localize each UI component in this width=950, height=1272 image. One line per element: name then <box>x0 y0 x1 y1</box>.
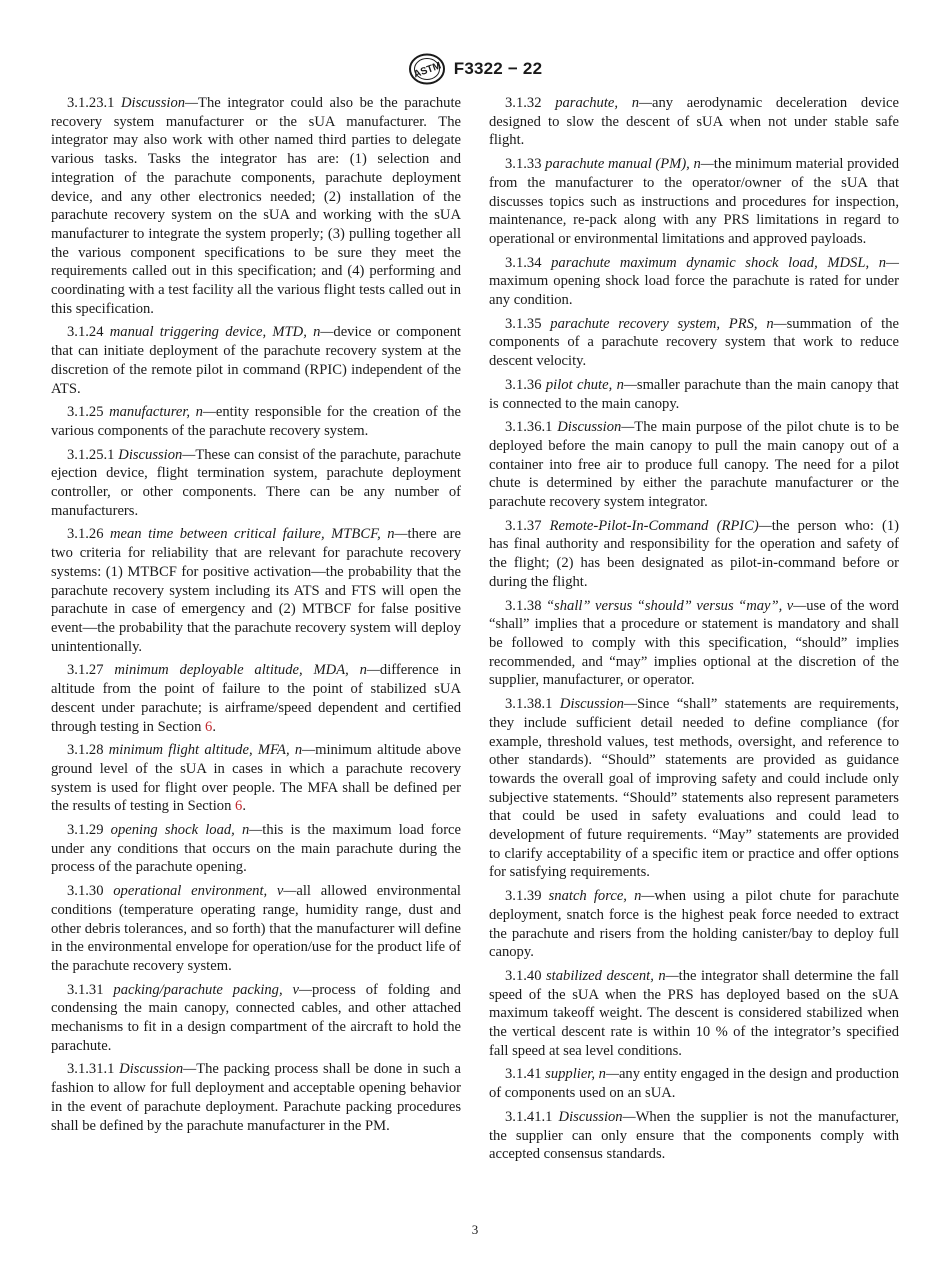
definition-text-end: . <box>242 798 246 815</box>
definition-term: stabilized descent, n— <box>546 967 679 984</box>
definition-term: Discussion— <box>121 95 199 111</box>
definition-text: smaller parachute than the main canopy that is connected to the main canopy. <box>489 376 899 412</box>
definition-text: this is the maximum load force under any conditions that occurs on the main parachute during the process of the parachute opening. <box>51 822 462 876</box>
section-reference-link[interactable]: 6 <box>205 718 213 735</box>
definition-text: any entity engaged in the design and production of components used on an sUA. <box>489 1066 899 1102</box>
definition-number: 3.1.38 <box>505 597 542 614</box>
definition-number: 3.1.31 <box>67 981 104 998</box>
definition-text: minimum altitude above ground level of the sUA in cases in which a parachute recovery system is used for flight over people. The MFA shall be defined per the results of testing in Section <box>51 742 461 815</box>
definition-paragraph <box>51 882 461 976</box>
definition-number: 3.1.40 <box>505 967 542 984</box>
definition-text: summation of the components of a parachute recovery system that work to reduce descent velocity. <box>489 315 899 370</box>
definition-paragraph <box>51 403 461 440</box>
definition-number: 3.1.25 <box>67 404 104 421</box>
definition-number: 3.1.24 <box>67 324 104 341</box>
definition-term: minimum flight altitude, MFA, n— <box>108 742 316 759</box>
definition-text: When the supplier is not the manufacturer, the supplier can only ensure that the components comply with accepted consensus standards. <box>489 1108 899 1163</box>
definition-term: supplier, n— <box>545 1066 619 1083</box>
definition-text: the minimum material provided from the manufacturer to the operator/owner of the sUA that discusses topics such as instructions and procedures for inspection, maintenance, re-pack along with any PRS limitations in regard to operational or environmental limitations and approved payloads. <box>489 156 899 247</box>
definition-paragraph <box>51 446 461 521</box>
definition-term: operational environment, v— <box>113 883 297 900</box>
definition-term: manual triggering device, MTD, n— <box>109 324 334 341</box>
definition-number: 3.1.32 <box>505 95 542 111</box>
definition-number: 3.1.36 <box>505 376 542 393</box>
definition-text: Since “shall” statements are requirements, they include sufficient detail needed to define compliance (for example, threshold values, test methods, oversight, and reference to other standards). “Should” statements are provided as guidance towards the overall goal of improving safety and could include only subjective statements. “Should” statements also represent parameters that could be used in safety evaluations and could lead to development of future requirements. “May” statements are provided to clarify acceptability of a specific item or practice and offer options for satisfying requirements. <box>489 696 899 881</box>
svg-text:ASTM: ASTM <box>412 60 443 81</box>
definition-paragraph <box>489 1108 899 1164</box>
definition-paragraph <box>489 517 899 592</box>
definition-paragraph <box>489 418 899 512</box>
definition-number: 3.1.23.1 <box>67 95 115 111</box>
definition-number: 3.1.34 <box>505 254 542 271</box>
left-column <box>51 94 461 1140</box>
definition-paragraph <box>489 94 899 150</box>
definition-text: process of folding and condensing the main canopy, connected cables, and other attached mechanisms to fit in a design compartment of the aircraft to hold the parachute. <box>51 981 461 1054</box>
definition-number: 3.1.31.1 <box>67 1061 115 1078</box>
astm-logo-icon <box>408 53 446 85</box>
definition-term: parachute recovery system, PRS, n— <box>550 315 787 332</box>
definition-number: 3.1.37 <box>505 517 542 534</box>
definition-term: “shall” versus “should” versus “may”, v— <box>545 597 807 614</box>
definition-term: Discussion— <box>118 446 196 463</box>
definition-text: when using a pilot chute for parachute deployment, snatch force is the highest peak force needed to extract the parachute and risers from the holding canister/bay to deploy full canopy. <box>489 888 899 961</box>
definition-text: there are two criteria for reliability that are relevant for parachute recovery systems: (1) MTBCF for positive activation—the probability that the parachute recovery system including its ATS and FTS will open the parachute in case of emergency and (2) MTBCF for false positive event—the probability that the parachute recovery system will deploy unintentionally. <box>51 526 461 655</box>
definition-text: The main purpose of the pilot chute is to be deployed before the main canopy to pull the main canopy out of a container into free air to produce full canopy. The need for a pilot chute is determined by either the parachute manufacturer or the parachute recovery system integrator. <box>489 419 899 511</box>
definition-text-end: . <box>212 718 216 735</box>
definition-paragraph <box>489 254 899 310</box>
definition-paragraph <box>51 1060 461 1135</box>
definition-term: Discussion— <box>558 1108 636 1125</box>
definition-paragraph <box>51 661 461 736</box>
definition-term: snatch force, n— <box>548 888 655 905</box>
definition-number: 3.1.25.1 <box>67 446 115 463</box>
definition-paragraph <box>489 1065 899 1102</box>
definition-number: 3.1.27 <box>67 662 104 679</box>
definition-text: all allowed environmental conditions (temperature operating range, humidity range, dust and other debris tolerances, and so forth) that the manufacturer will define in the environmental envelope for operation/use for the product life of the parachute recovery system. <box>51 883 461 974</box>
definition-term: mean time between critical failure, MTBCF, n— <box>109 526 408 543</box>
definition-number: 3.1.26 <box>67 526 104 543</box>
definition-term: Discussion— <box>559 696 637 713</box>
definition-term: parachute maximum dynamic shock load, MDSL, n— <box>551 254 899 271</box>
definition-number: 3.1.30 <box>67 883 104 900</box>
definition-paragraph <box>51 94 461 318</box>
definition-number: 3.1.36.1 <box>505 419 553 436</box>
definition-paragraph <box>51 323 461 398</box>
definition-text: the integrator shall determine the fall speed of the sUA when the PRS has deployed based on the sUA maximum takeoff weight. The descent is considered stabilized when the vertical descent rate is within 10 % of the integrator’s specified fall speed at sea level conditions. <box>489 967 899 1059</box>
definition-text: any aerodynamic deceleration device designed to slow the descent of sUA when not under stable safe flight. <box>489 95 899 149</box>
definition-paragraph <box>489 967 899 1061</box>
definition-number: 3.1.39 <box>505 888 542 905</box>
definition-term: manufacturer, n— <box>109 404 216 421</box>
right-column <box>489 94 899 1169</box>
definition-term: Discussion— <box>557 419 635 436</box>
definition-text: use of the word “shall” implies that a procedure or statement is mandatory and shall be followed to comply with this specification, “should” implies recommended, and “may” implies optional at the discretion of the supplier, manufacturer, or operator. <box>489 597 899 689</box>
definition-text: device or component that can initiate deployment of the parachute recovery system at the discretion of the remote pilot in command (RPIC) independent of the ATS. <box>51 324 461 397</box>
definition-paragraph <box>489 155 899 249</box>
definition-term: Remote-Pilot-In-Command (RPIC)— <box>549 517 772 534</box>
definition-term: packing/parachute packing, v— <box>113 981 313 998</box>
definition-term: Discussion— <box>119 1061 197 1078</box>
definition-number: 3.1.41.1 <box>505 1108 553 1125</box>
definition-number: 3.1.29 <box>67 822 104 839</box>
definition-term: parachute, n— <box>555 95 653 111</box>
definition-paragraph <box>489 376 899 413</box>
definition-paragraph <box>51 821 461 877</box>
definition-term: parachute manual (PM), n— <box>545 156 714 173</box>
definition-text: maximum opening shock load force the parachute is rated for under any condition. <box>489 273 899 309</box>
definition-paragraph <box>489 695 899 882</box>
definition-number: 3.1.35 <box>505 315 542 332</box>
definition-paragraph <box>51 525 461 656</box>
definition-paragraph <box>489 315 899 371</box>
definition-term: pilot chute, n— <box>545 376 637 393</box>
definition-paragraph <box>51 981 461 1056</box>
definition-text: the person who: (1) has final authority and responsibility for the operation and safety of the flight; (2) has been designated as pilot-in-command before or during the flight. <box>489 517 900 590</box>
definition-paragraph <box>489 887 899 962</box>
definition-term: minimum deployable altitude, MDA, n— <box>114 662 380 679</box>
definition-number: 3.1.41 <box>505 1066 542 1083</box>
definition-number: 3.1.28 <box>67 742 104 759</box>
definition-text: The integrator could also be the parachute recovery system manufacturer or the sUA manufacturer. The integrator may also work with other named third parties to delegate various tasks. Tasks the integrator has are: (1) selection and integration of the parachute components, parachute deployment device, and any other electronics needed; (2) installation of the parachute recovery system on the sUA and working with the sUA manufacturer to integrate the system properly; (3) pulling together all the various component specifications to be sure they meet the requirements called out in this specification; and (4) performing and coordinating with a test facility all the various flight tests called out in this specification. <box>51 95 461 317</box>
definition-paragraph <box>489 597 899 691</box>
definition-text: The packing process shall be done in such a fashion to allow for full deployment and acceptable opening behavior in the event of parachute deployment. Parachute packing procedures shall be defined by the parachute manufacturer in the PM. <box>51 1061 461 1134</box>
definition-term: opening shock load, n— <box>110 822 263 839</box>
definition-paragraph <box>51 741 461 816</box>
definition-number: 3.1.33 <box>505 156 542 173</box>
definition-number: 3.1.38.1 <box>505 696 553 713</box>
document-id: F3322 − 22 <box>453 59 543 78</box>
page-header <box>0 52 950 86</box>
definition-text: These can consist of the parachute, parachute ejection device, flight termination system, parachute deployment controller, or other components. There can be any number of manufacturers. <box>51 446 462 519</box>
section-reference-link[interactable]: 6 <box>235 798 243 815</box>
definition-text: difference in altitude from the point of failure to the point of stabilized sUA descent under parachute; is airframe/speed dependent and certified through testing in Section <box>51 662 461 735</box>
page-number: 3 <box>471 1222 479 1237</box>
definition-text: entity responsible for the creation of the various components of the parachute recovery system. <box>51 404 462 439</box>
